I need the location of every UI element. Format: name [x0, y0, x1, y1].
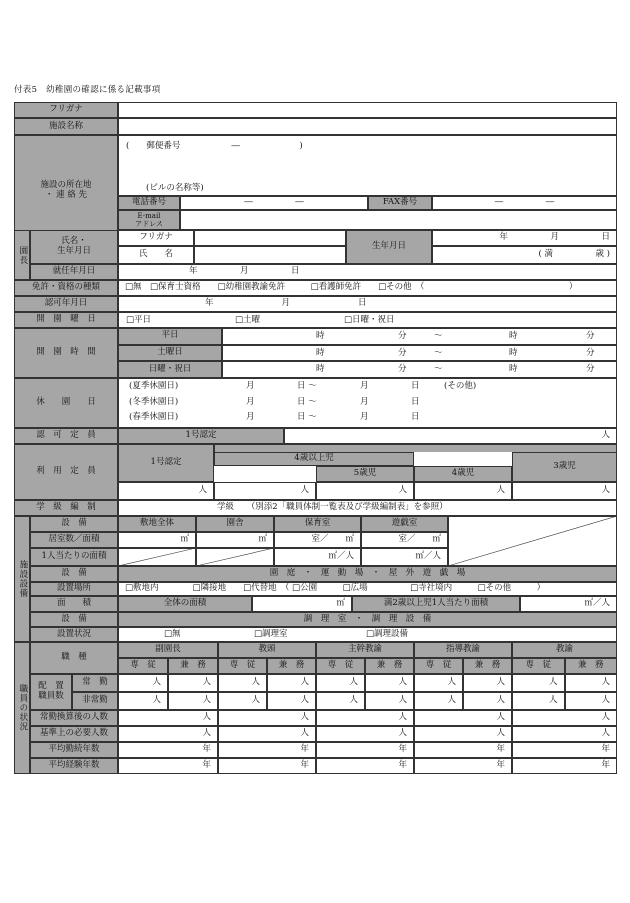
equip-value[interactable]: ㎡ [196, 532, 274, 548]
minute-unit: 分 [586, 331, 595, 341]
staff-row-value[interactable]: 年 [512, 742, 617, 758]
role-header: 主幹教諭 [316, 642, 414, 658]
parttime-concurrent-value[interactable]: 人 [565, 692, 618, 710]
holiday-type: (冬季休園日) [129, 396, 179, 407]
age3-value[interactable]: 人 [512, 482, 617, 500]
director-name-field[interactable] [194, 246, 346, 264]
parttime-full-value[interactable]: 人 [218, 692, 267, 710]
concurrent-label: 兼 務 [168, 658, 218, 674]
fulltime-concurrent-value[interactable]: 人 [168, 674, 218, 692]
equip-value[interactable] [118, 548, 196, 566]
staff-row-value[interactable]: 年 [414, 742, 512, 758]
staff-row-label: 基準上の必要人数 [30, 726, 118, 742]
day-unit: 日 [411, 412, 420, 422]
role-header: 教諭 [512, 642, 617, 658]
open-hours-label: 開 園 時 間 [14, 328, 118, 378]
hour-unit: 時 [316, 347, 325, 358]
rooms-area-label: 居室数／面積 [30, 532, 118, 548]
over4-value[interactable]: 人 [214, 482, 316, 500]
staff-row-value[interactable]: 人 [218, 726, 316, 742]
fulltime-full-value[interactable]: 人 [118, 674, 168, 692]
birth-label: 生年月日 [346, 230, 432, 264]
staff-row-value[interactable]: 年 [218, 758, 316, 774]
equip-header: 保育室 [274, 516, 361, 532]
month-unit: 月 [246, 412, 255, 422]
equip-value[interactable]: ㎡／人 [274, 548, 361, 566]
staff-row-value[interactable]: 年 [414, 758, 512, 774]
age4-label: 4歳児 [414, 466, 512, 482]
status-label: 設置状況 [30, 627, 118, 642]
equip-value[interactable]: ㎡ [118, 532, 196, 548]
concurrent-label: 兼 務 [267, 658, 316, 674]
day-unit: 日 [411, 396, 420, 407]
parttime-full-value[interactable]: 人 [118, 692, 168, 710]
tilde: ～ [434, 347, 443, 358]
age-field[interactable]: ( 満 歳 ) [432, 246, 617, 264]
parttime-concurrent-value[interactable]: 人 [365, 692, 414, 710]
fulltime-full-value[interactable]: 人 [512, 674, 565, 692]
equip-label-1: 設 備 [30, 516, 118, 532]
staff-row-value[interactable]: 人 [512, 710, 617, 726]
approval-date-field[interactable]: 年 月 日 [118, 296, 617, 312]
fax-label: FAX番号 [368, 196, 432, 210]
month-unit: 月 [360, 396, 369, 407]
staff-row-value[interactable]: 人 [316, 726, 414, 742]
staff-row-label: 常勤換算後の人数 [30, 710, 118, 726]
staff-row-value[interactable]: 年 [118, 742, 218, 758]
month-unit: 月 [246, 381, 255, 391]
classes-field[interactable]: 学級 （別添2「職員体制一覧表及び学級編制表」を参照） [118, 500, 617, 516]
hours-field[interactable] [222, 328, 617, 345]
fulltime-concurrent-value[interactable]: 人 [365, 674, 414, 692]
fulltime-concurrent-value[interactable]: 人 [463, 674, 512, 692]
full-label: 専 従 [512, 658, 565, 674]
parttime-label: 非常勤 [72, 692, 118, 710]
facility-furigana-field[interactable] [118, 102, 617, 118]
open-days-weekday[interactable]: □平日 [126, 315, 152, 325]
equip-header: 園舎 [196, 516, 274, 532]
hours-field[interactable] [222, 361, 617, 378]
day-tilde: 日 ～ [297, 396, 317, 407]
fulltime-concurrent-value[interactable]: 人 [565, 674, 618, 692]
minute-unit: 分 [586, 364, 595, 375]
month-unit: 月 [360, 412, 369, 422]
form-title: 付表5 幼稚園の確認に係る記載事項 [14, 85, 161, 95]
director-furigana-label: フリガナ [118, 230, 194, 246]
open-days-sunday[interactable]: □日曜・祝日 [344, 315, 395, 325]
classes-label: 学 級 編 制 [14, 500, 118, 516]
staff-row-value[interactable]: 年 [512, 758, 617, 774]
holiday-label: 休 園 日 [14, 378, 118, 428]
staff-row-value[interactable]: 年 [118, 758, 218, 774]
enrollment-header-band [214, 444, 617, 452]
director-name-label: 氏名・ 生年月日 [30, 230, 118, 264]
month-unit: 月 [360, 381, 369, 391]
appointed-label: 就任年月日 [30, 264, 118, 280]
age4-value[interactable]: 人 [414, 482, 512, 500]
age5-label: 5歳児 [316, 466, 414, 482]
staff-row-value[interactable]: 人 [118, 726, 218, 742]
tilde: ～ [434, 364, 443, 375]
day-tilde: 日 ～ [297, 381, 317, 391]
capacity-field[interactable]: 人 [284, 428, 617, 444]
staff-row-value[interactable]: 年 [316, 758, 414, 774]
day-tilde: 日 ～ [297, 412, 317, 422]
hour-unit: 時 [509, 347, 518, 358]
director-furigana-field[interactable] [194, 230, 346, 246]
director-side-label: 園長 [14, 230, 30, 280]
location-options[interactable]: □敷地内 □隣接地 □代替地 （ □公園 □広場 □寺社境内 □その他 ） [118, 582, 617, 596]
holiday-type: (夏季休園日) [129, 381, 179, 391]
hours-day-label: 日曜・祝日 [118, 361, 222, 378]
building-name-text: (ビルの名称等) [146, 183, 204, 193]
equip-empty-cell [448, 516, 617, 566]
full-label: 専 従 [218, 658, 267, 674]
furigana-label: フリガナ [14, 102, 118, 118]
equip-value[interactable] [196, 548, 274, 566]
open-days-label: 開 園 曜 日 [14, 312, 118, 328]
per-child-label: 1人当たりの面積 [30, 548, 118, 566]
staff-row-label: 平均経験年数 [30, 758, 118, 774]
role-header: 指導教諭 [414, 642, 512, 658]
facility-name-field[interactable] [118, 118, 617, 135]
phone-label: 電話番号 [118, 196, 180, 210]
over2-field[interactable]: ㎡／人 [520, 596, 617, 612]
full-label: 専 従 [118, 658, 168, 674]
license-label: 免許・資格の種類 [14, 280, 118, 296]
hours-day-label: 平日 [118, 328, 222, 345]
status-cooking[interactable]: □調理設備 [366, 629, 409, 639]
staff-row-value[interactable]: 人 [414, 726, 512, 742]
staff-row-value[interactable]: 人 [316, 710, 414, 726]
status-none[interactable]: □無 [164, 629, 181, 639]
total-area-label: 全体の面積 [118, 596, 252, 612]
license-options[interactable]: □無 □保育士資格 □幼稚園教諭免許 □看護師免許 □その他 （ ） [118, 280, 617, 296]
parttime-full-value[interactable]: 人 [512, 692, 565, 710]
age5-value[interactable]: 人 [316, 482, 414, 500]
enrollment-cert-value[interactable]: 人 [118, 482, 214, 500]
minute-unit: 分 [398, 331, 407, 341]
staff-row-value[interactable]: 年 [218, 742, 316, 758]
fulltime-concurrent-value[interactable]: 人 [267, 674, 316, 692]
yard-title: 園 庭 ・ 運 動 場 ・ 屋 外 遊 戯 場 [118, 566, 617, 582]
age3-label: 3歳児 [512, 452, 617, 482]
minute-unit: 分 [586, 347, 595, 358]
staff-row-value[interactable]: 人 [512, 726, 617, 742]
hours-day-label: 土曜日 [118, 345, 222, 362]
fulltime-label: 常 勤 [72, 674, 118, 692]
hours-field[interactable] [222, 345, 617, 362]
staff-row-value[interactable]: 年 [316, 742, 414, 758]
equip-value[interactable]: ㎡／人 [361, 548, 448, 566]
concurrent-label: 兼 務 [565, 658, 618, 674]
other-holiday: (その他) [444, 381, 477, 391]
placed-label: 配 置 職員数 [30, 674, 72, 710]
equip-header: 敷地全体 [118, 516, 196, 532]
full-label: 専 従 [414, 658, 463, 674]
parttime-concurrent-value[interactable]: 人 [168, 692, 218, 710]
staff-row-label: 平均勤続年数 [30, 742, 118, 758]
confirmation-form [14, 102, 617, 774]
hour-unit: 時 [509, 331, 518, 341]
open-days-saturday[interactable]: □土曜 [235, 315, 261, 325]
birth-date-field[interactable]: 年 月 日 [432, 230, 617, 246]
minute-unit: 分 [398, 347, 407, 358]
parttime-full-value[interactable]: 人 [414, 692, 463, 710]
capacity-label: 認 可 定 員 [14, 428, 118, 444]
phone-field[interactable]: ― ― [180, 196, 368, 210]
holiday-type: (春季休園日) [129, 412, 179, 422]
total-area-field[interactable]: ㎡ [252, 596, 352, 612]
staff-side-label: 職員の状況 [14, 642, 30, 774]
enrollment-cert-label: 1号認定 [118, 444, 214, 482]
over2-label: 満2歳以上児1人当たり面積 [352, 596, 520, 612]
tilde: ～ [434, 331, 443, 341]
cook-title: 調 理 室 ・ 調 理 設 備 [118, 612, 617, 627]
approval-label: 認可年月日 [14, 296, 118, 312]
email-label: E-mail アドレス [118, 210, 180, 230]
full-label: 専 従 [316, 658, 365, 674]
role-header: 教頭 [218, 642, 316, 658]
staff-row-value[interactable]: 人 [218, 710, 316, 726]
equip-label-2: 設 備 [30, 566, 118, 582]
parttime-full-value[interactable]: 人 [316, 692, 365, 710]
area-label: 面 積 [30, 596, 118, 612]
capacity-cert-label: 1号認定 [118, 428, 284, 444]
day-unit: 日 [411, 381, 420, 391]
status-kitchen[interactable]: □調理室 [254, 629, 288, 639]
equipment-side-label: 施設設備 [14, 516, 30, 642]
email-field[interactable] [180, 210, 617, 230]
concurrent-label: 兼 務 [365, 658, 414, 674]
parttime-concurrent-value[interactable]: 人 [463, 692, 512, 710]
minute-unit: 分 [398, 364, 407, 375]
equip-header: 遊戯室 [361, 516, 448, 532]
hour-unit: 時 [316, 331, 325, 341]
fulltime-full-value[interactable]: 人 [414, 674, 463, 692]
enrollment-label: 利 用 定 員 [14, 444, 118, 500]
location-label: 設置場所 [30, 582, 118, 596]
hour-unit: 時 [316, 364, 325, 375]
parttime-concurrent-value[interactable]: 人 [267, 692, 316, 710]
postal-code-text: ( 郵便番号 ― ) [126, 141, 303, 151]
over4-label: 4歳以上児 [214, 452, 414, 466]
month-unit: 月 [246, 396, 255, 407]
staff-row-value[interactable]: 人 [414, 710, 512, 726]
equip-value[interactable]: 室／ ㎡ [274, 532, 361, 548]
director-name-text: 氏 名 [118, 246, 194, 264]
staff-row-value[interactable]: 人 [118, 710, 218, 726]
appointed-date-field[interactable]: 年 月 日 [118, 264, 617, 280]
staff-kind-label: 職 種 [30, 642, 118, 674]
fulltime-full-value[interactable]: 人 [218, 674, 267, 692]
role-header: 副園長 [118, 642, 218, 658]
facility-name-label: 施設名称 [14, 118, 118, 135]
concurrent-label: 兼 務 [463, 658, 512, 674]
equip-value[interactable]: 室／ ㎡ [361, 532, 448, 548]
equip-label-3: 設 備 [30, 612, 118, 627]
hour-unit: 時 [509, 364, 518, 375]
fax-field[interactable]: ― ― [432, 196, 617, 210]
fulltime-full-value[interactable]: 人 [316, 674, 365, 692]
location-label: 施設の所在地 ・ 連 絡 先 [14, 135, 118, 246]
